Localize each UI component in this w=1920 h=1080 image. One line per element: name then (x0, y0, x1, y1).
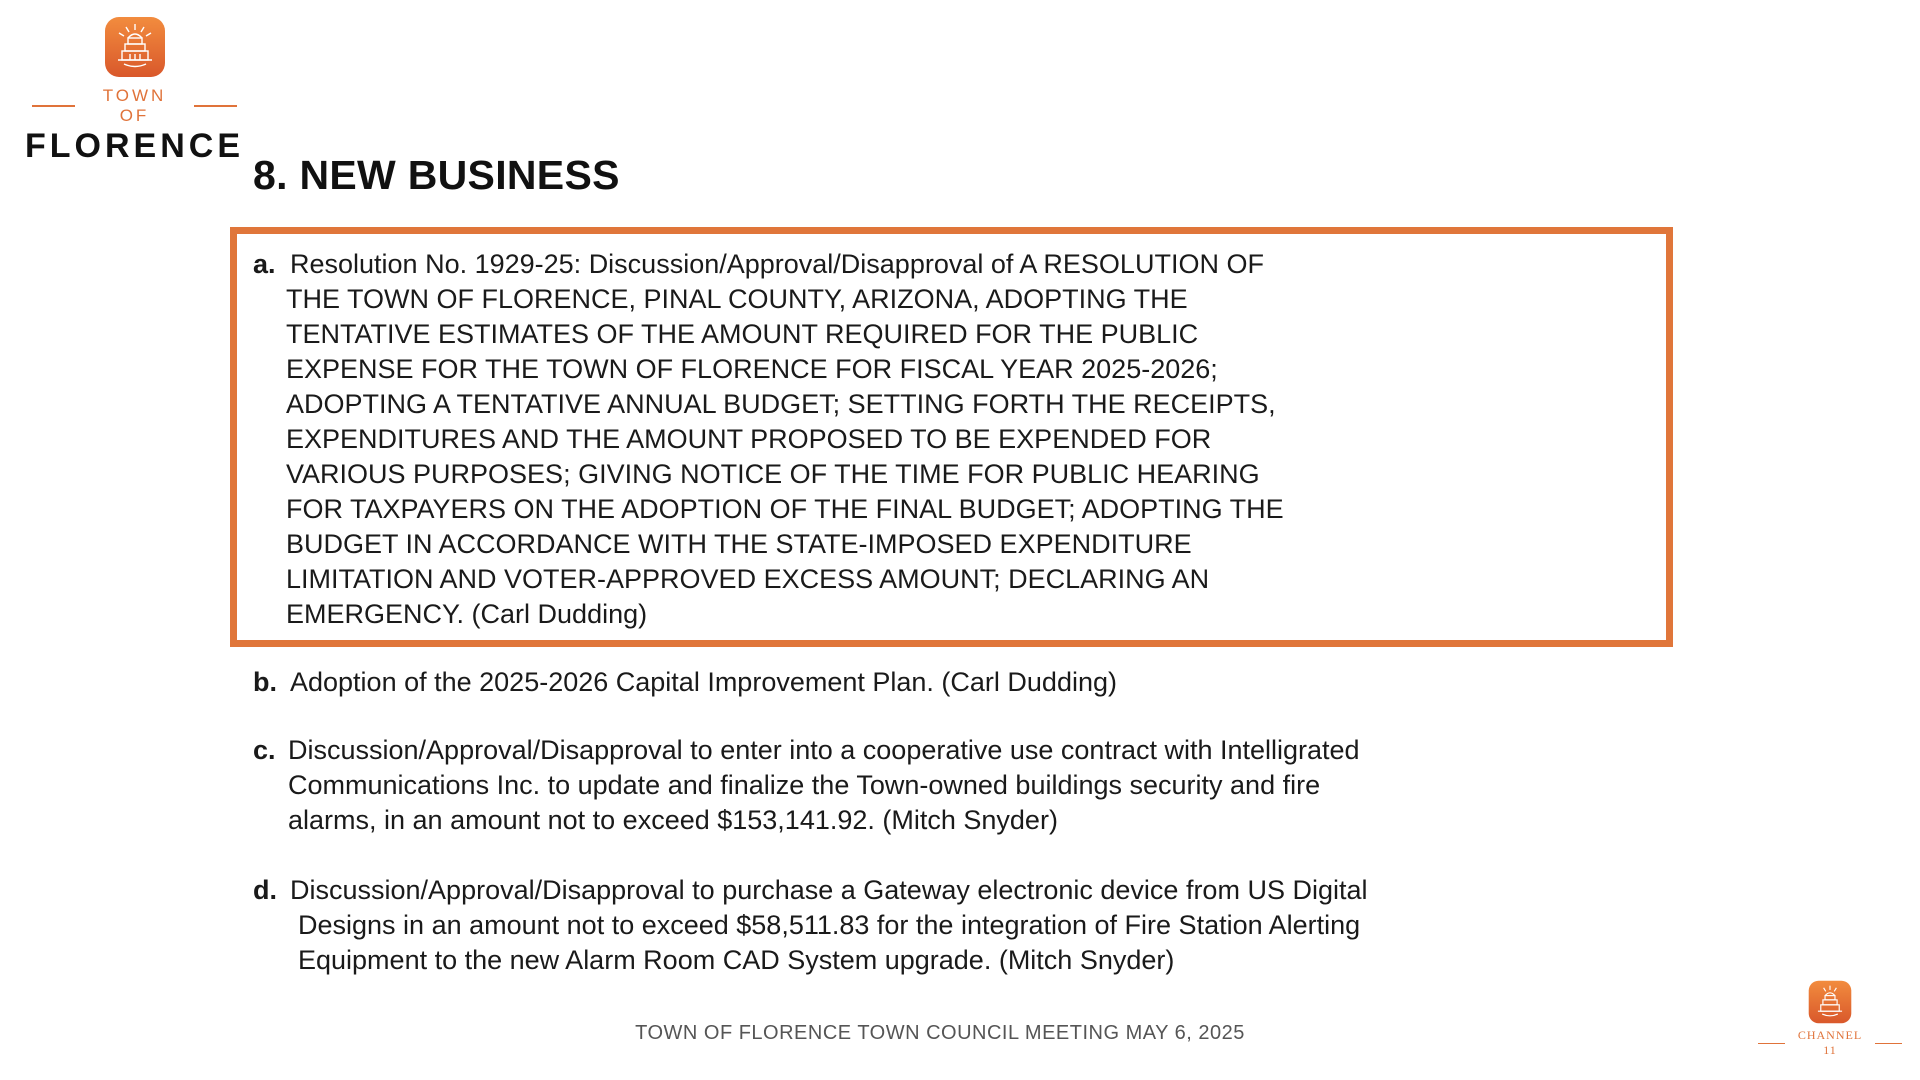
logo-town-of (22, 86, 247, 126)
town-seal-icon (104, 16, 166, 78)
channel-label-text: CHANNEL 11 (1797, 1028, 1863, 1057)
item-line: Discussion/Approval/Disapproval to purchase a Gateway electronic device from US Digital (290, 875, 1368, 905)
item-text (286, 247, 1540, 632)
channel-seal-icon (1808, 980, 1852, 1024)
item-line: EXPENDITURES AND THE AMOUNT PROPOSED TO BE EXPENDED FOR (286, 424, 1212, 454)
item-line: Resolution No. 1929-25: Discussion/Approval/Disapproval of A RESOLUTION OF (290, 249, 1264, 279)
item-letter: a. (253, 249, 276, 279)
item-line: TENTATIVE ESTIMATES OF THE AMOUNT REQUIRED FOR THE PUBLIC (286, 319, 1199, 349)
logo-town-of-text: TOWN OF (102, 86, 167, 125)
footer (0, 1022, 1920, 1045)
channel-watermark (1750, 980, 1910, 1058)
item-text (290, 873, 1540, 978)
logo-town-name: FLORENCE (25, 127, 244, 165)
item-line: VARIOUS PURPOSES; GIVING NOTICE OF THE TIME FOR PUBLIC HEARING (286, 459, 1260, 489)
item-text (290, 665, 1540, 700)
item-letter: b. (253, 667, 277, 697)
item-line: Adoption of the 2025-2026 Capital Improvement Plan. (Carl Dudding) (290, 667, 1117, 697)
item-line: EXPENSE FOR THE TOWN OF FLORENCE FOR FISCAL YEAR 2025-2026; (286, 354, 1218, 384)
item-letter: d. (253, 875, 277, 905)
item-line: FOR TAXPAYERS ON THE ADOPTION OF THE FINAL BUDGET; ADOPTING THE (286, 494, 1284, 524)
item-line: Discussion/Approval/Disapproval to enter into a cooperative use contract with Intelligrated (288, 735, 1360, 765)
item-line: THE TOWN OF FLORENCE, PINAL COUNTY, ARIZONA, ADOPTING THE (286, 284, 1188, 314)
channel-label (1750, 1028, 1910, 1058)
town-logo (22, 16, 247, 166)
item-text (288, 733, 1538, 838)
item-line: EMERGENCY. (Carl Dudding) (286, 599, 648, 629)
item-line: BUDGET IN ACCORDANCE WITH THE STATE-IMPOSED EXPENDITURE (286, 529, 1192, 559)
item-line: Equipment to the new Alarm Room CAD System upgrade. (Mitch Snyder) (298, 945, 1175, 975)
item-line: alarms, in an amount not to exceed $153,141.92. (Mitch Snyder) (288, 805, 1058, 835)
item-line: Communications Inc. to update and finalize the Town-owned buildings security and fire (288, 770, 1321, 800)
page-title: 8. NEW BUSINESS (253, 152, 620, 198)
item-line: Designs in an amount not to exceed $58,511.83 for the integration of Fire Station Alerting (298, 910, 1361, 940)
item-line: LIMITATION AND VOTER-APPROVED EXCESS AMOUNT; DECLARING AN (286, 564, 1210, 594)
item-letter: c. (253, 735, 276, 765)
footer-text: TOWN OF FLORENCE TOWN COUNCIL MEETING MAY 6, 2025 (635, 1022, 1245, 1044)
item-line: ADOPTING A TENTATIVE ANNUAL BUDGET; SETTING FORTH THE RECEIPTS, (286, 389, 1276, 419)
